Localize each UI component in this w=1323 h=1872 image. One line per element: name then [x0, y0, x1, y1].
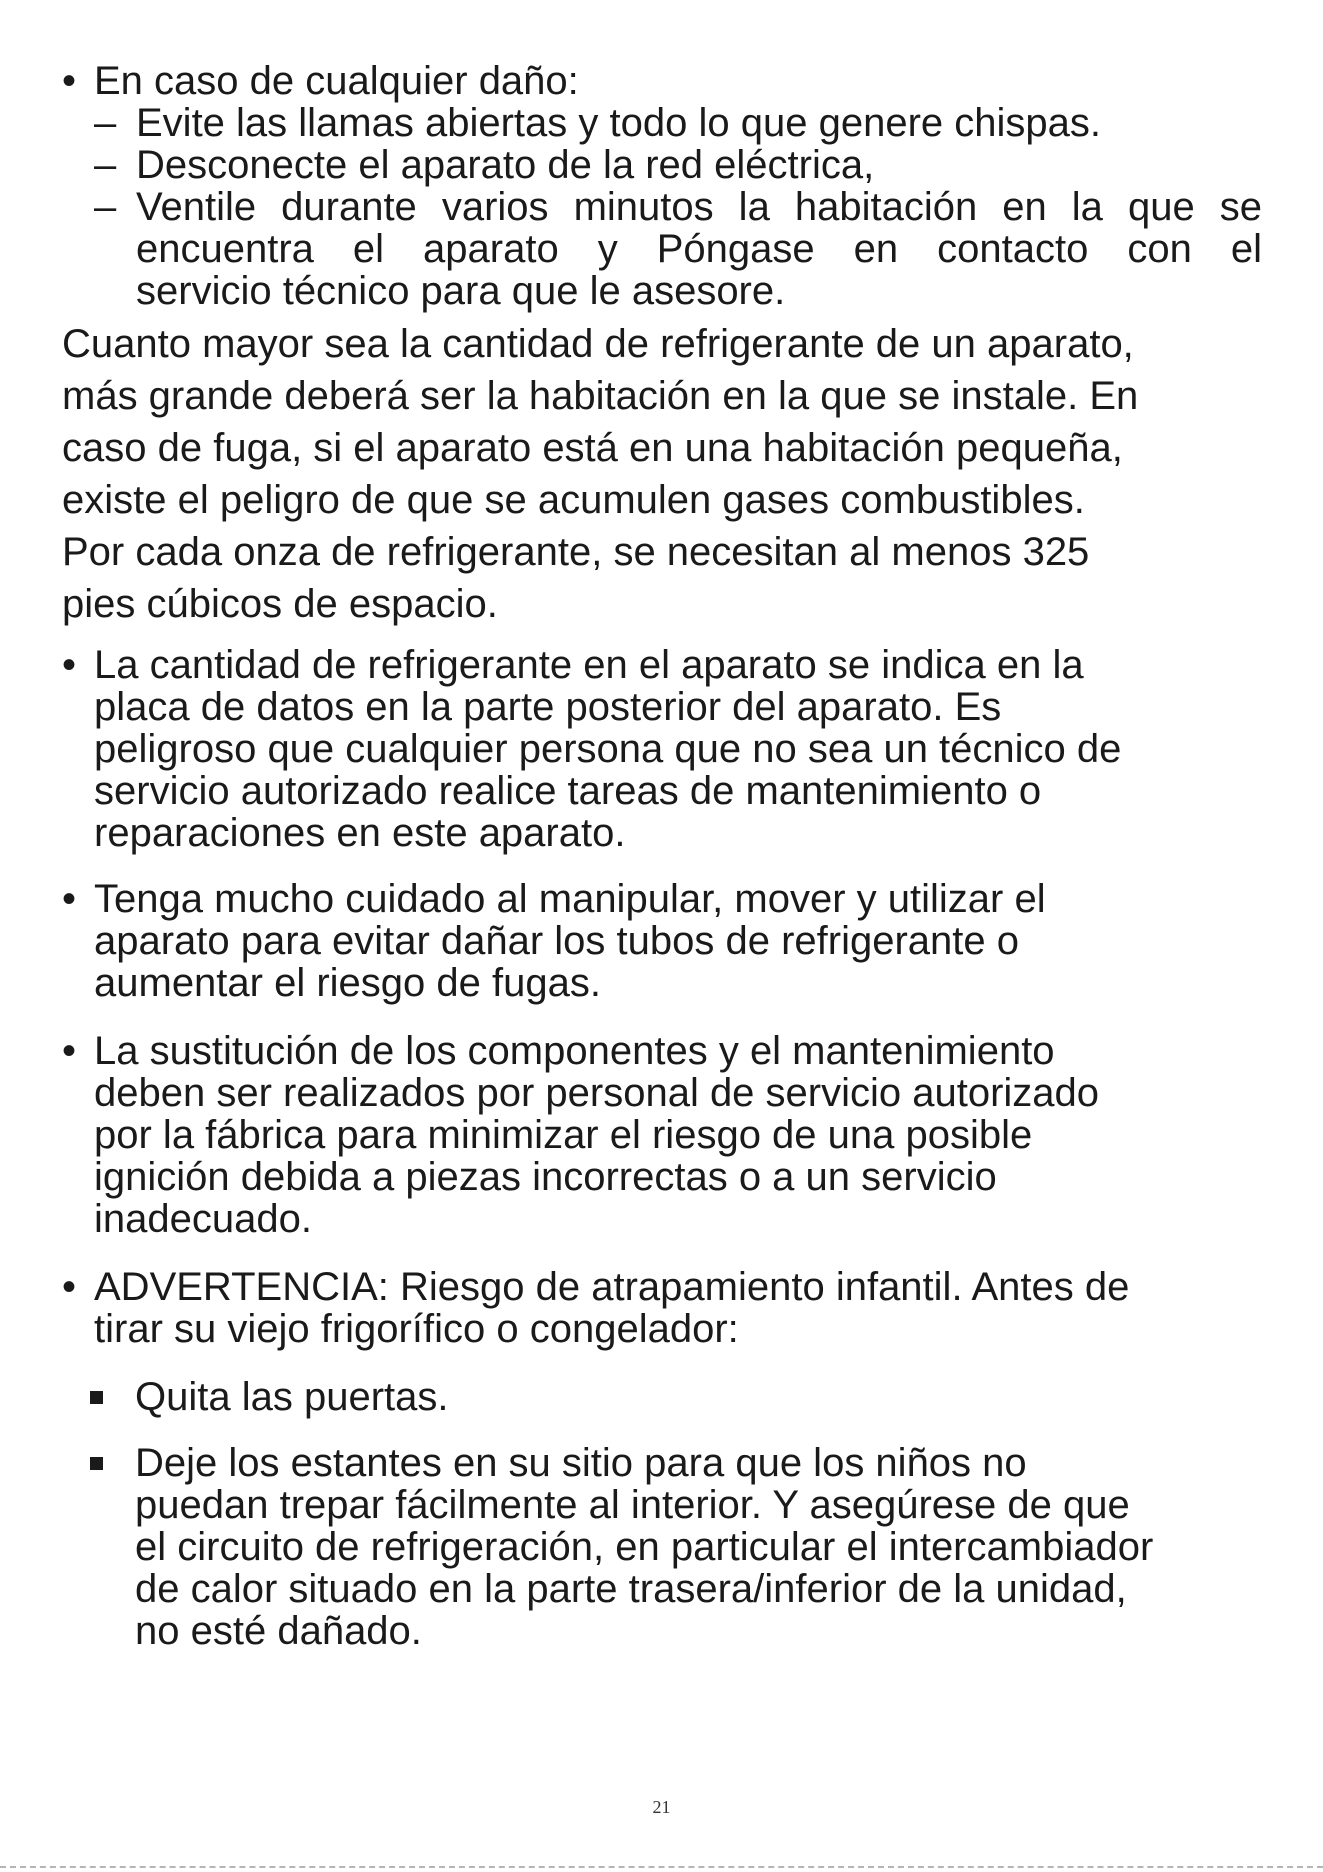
bullet-line: inadecuado.	[94, 1197, 312, 1241]
bullet-line: ignición debida a piezas incorrectas o a un servicio	[94, 1155, 997, 1199]
sub-item-line: no esté dañado.	[135, 1609, 422, 1653]
sub-item-line: el circuito de refrigeración, en particular el intercambiador	[135, 1525, 1154, 1569]
bullet-line: aparato para evitar dañar los tubos de refrigerante o	[94, 919, 1020, 963]
damage-step-text: Evite las llamas abiertas y todo lo que genere chispas.	[136, 101, 1101, 145]
damage-steps	[62, 102, 1262, 312]
bullet-authorized-service	[62, 1030, 1262, 1240]
bullet-line: La sustitución de los componentes y el mantenimiento	[94, 1029, 1055, 1073]
bullet-line: aumentar el riesgo de fugas.	[94, 961, 601, 1005]
bullet-line: tirar su viejo frigorífico o congelador:	[94, 1307, 739, 1351]
paragraph-line: pies cúbicos de espacio.	[62, 582, 498, 626]
square-bullet-icon	[90, 1391, 103, 1404]
bullet-line: placa de datos en la parte posterior del aparato. Es	[94, 685, 1002, 729]
damage-step-2	[62, 144, 1262, 186]
sub-item-remove-doors	[62, 1376, 1262, 1418]
bullet-line: Tenga mucho cuidado al manipular, mover y utilizar el	[94, 877, 1046, 921]
damage-step-text-line: Ventile durante varios minutos la habitación en la que se	[136, 185, 1262, 229]
page-number: 21	[652, 1797, 671, 1817]
paragraph-line: caso de fuga, si el aparato está en una habitación pequeña,	[62, 426, 1123, 470]
sub-item-line: puedan trepar fácilmente al interior. Y asegúrese de que	[135, 1483, 1130, 1527]
bullet-marker: •	[62, 877, 77, 921]
sub-item-leave-shelves	[62, 1442, 1262, 1652]
dash-marker: –	[94, 185, 117, 229]
bullet-handling-care	[62, 878, 1262, 1004]
dash-marker: –	[94, 101, 117, 145]
bullet-child-entrapment-warning	[62, 1266, 1262, 1350]
sub-item-line: Quita las puertas.	[135, 1375, 449, 1419]
damage-step-text: Desconecte el aparato de la red eléctrica,	[136, 143, 875, 187]
sub-item-line: Deje los estantes en su sitio para que los niños no	[135, 1441, 1027, 1485]
paragraph-line: Cuanto mayor sea la cantidad de refrigerante de un aparato,	[62, 322, 1134, 366]
dash-marker: –	[94, 143, 117, 187]
refrigerant-paragraph	[62, 318, 1262, 630]
damage-bullet	[62, 60, 1262, 312]
damage-step-3	[62, 186, 1262, 312]
square-bullet-icon	[90, 1457, 103, 1470]
damage-step-1	[62, 102, 1262, 144]
bullet-marker: •	[62, 643, 77, 687]
bullet-refrigerant-quantity	[62, 644, 1262, 854]
bullet-line: reparaciones en este aparato.	[94, 811, 626, 855]
paragraph-line: existe el peligro de que se acumulen gases combustibles.	[62, 478, 1085, 522]
damage-heading: En caso de cualquier daño:	[94, 59, 579, 103]
bullet-line: ADVERTENCIA: Riesgo de atrapamiento infantil. Antes de	[94, 1265, 1130, 1309]
bullet-marker: •	[62, 1265, 77, 1309]
bullet-line: por la fábrica para minimizar el riesgo de una posible	[94, 1113, 1033, 1157]
bullet-line: La cantidad de refrigerante en el aparato se indica en la	[94, 643, 1084, 687]
bullet-line: deben ser realizados por personal de servicio autorizado	[94, 1071, 1100, 1115]
bullet-marker: •	[62, 1029, 77, 1073]
paragraph-line: Por cada onza de refrigerante, se necesitan al menos 325	[62, 530, 1090, 574]
page-bottom-divider	[0, 1866, 1323, 1868]
sub-item-line: de calor situado en la parte trasera/inferior de la unidad,	[135, 1567, 1127, 1611]
bullet-line: servicio autorizado realice tareas de mantenimiento o	[94, 769, 1042, 813]
damage-step-text-line: servicio técnico para que le asesore.	[136, 269, 786, 313]
bullet-line: peligroso que cualquier persona que no sea un técnico de	[94, 727, 1122, 771]
paragraph-line: más grande deberá ser la habitación en la que se instale. En	[62, 374, 1139, 418]
bullet-marker: •	[62, 59, 77, 103]
damage-step-text-line: encuentra el aparato y Póngase en contacto con el	[136, 227, 1262, 271]
